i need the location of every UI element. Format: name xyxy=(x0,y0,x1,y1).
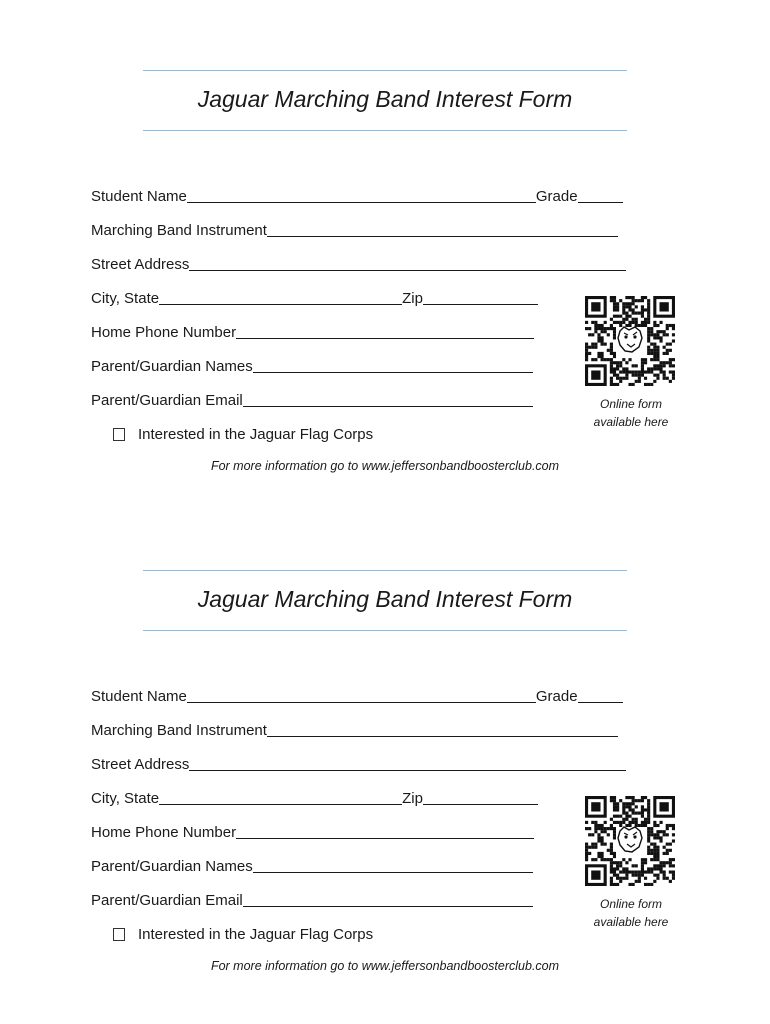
more-info-text: For more information go to www.jeffersonbandboosterclub.com xyxy=(210,959,560,973)
street-row xyxy=(91,252,626,274)
title-rule-bottom xyxy=(143,630,627,631)
city-state-field[interactable] xyxy=(159,804,402,805)
instrument-label: Marching Band Instrument xyxy=(91,222,267,239)
city-state-label: City, State xyxy=(91,290,160,307)
guardian-email-field[interactable] xyxy=(243,406,533,407)
guardian-email-row xyxy=(91,388,533,410)
zip-label: Zip xyxy=(402,290,423,307)
qr-caption-line1: Online form xyxy=(599,397,663,411)
guardian-email-label: Parent/Guardian Email xyxy=(91,392,243,409)
street-field[interactable] xyxy=(189,270,626,271)
instrument-field[interactable] xyxy=(267,236,618,237)
guardian-names-row xyxy=(91,354,533,376)
title-rule-top xyxy=(143,70,627,71)
student-name-row xyxy=(91,684,623,706)
street-row xyxy=(91,752,626,774)
student-name-field[interactable] xyxy=(187,702,536,703)
guardian-names-field[interactable] xyxy=(253,872,533,873)
instrument-row xyxy=(91,718,618,740)
grade-label: Grade xyxy=(535,188,578,205)
guardian-email-label: Parent/Guardian Email xyxy=(91,892,243,909)
zip-label: Zip xyxy=(402,790,423,807)
guardian-email-field[interactable] xyxy=(243,906,533,907)
qr-code-icon[interactable] xyxy=(585,296,675,386)
interest-form-2 xyxy=(0,500,770,1000)
title-rule-bottom xyxy=(143,130,627,131)
street-field[interactable] xyxy=(189,770,626,771)
student-name-label: Student Name xyxy=(91,188,187,205)
guardian-names-field[interactable] xyxy=(253,372,533,373)
student-name-field[interactable] xyxy=(187,202,536,203)
checkbox-icon[interactable] xyxy=(113,928,125,941)
jaguar-mascot-icon xyxy=(616,827,647,858)
more-info-text: For more information go to www.jeffersonbandboosterclub.com xyxy=(210,459,560,473)
student-name-label: Student Name xyxy=(91,688,187,705)
city-state-row xyxy=(91,286,538,308)
home-phone-row xyxy=(91,820,534,842)
title-rule-top xyxy=(143,570,627,571)
interest-form-1 xyxy=(0,0,770,500)
guardian-names-label: Parent/Guardian Names xyxy=(91,858,253,875)
home-phone-field[interactable] xyxy=(236,838,534,839)
home-phone-field[interactable] xyxy=(236,338,534,339)
home-phone-label: Home Phone Number xyxy=(91,324,237,341)
checkbox-icon[interactable] xyxy=(113,428,125,441)
form-title: Jaguar Marching Band Interest Form xyxy=(197,586,573,612)
guardian-email-row xyxy=(91,888,533,910)
zip-field[interactable] xyxy=(423,804,538,805)
qr-caption-line1: Online form xyxy=(599,897,663,911)
flag-corps-label: Interested in the Jaguar Flag Corps xyxy=(138,426,374,443)
home-phone-label: Home Phone Number xyxy=(91,824,237,841)
qr-caption-line2: available here xyxy=(593,415,669,429)
grade-field[interactable] xyxy=(578,702,623,703)
flag-corps-checkbox-row[interactable] xyxy=(113,426,373,443)
city-state-label: City, State xyxy=(91,790,160,807)
grade-field[interactable] xyxy=(578,202,623,203)
guardian-names-label: Parent/Guardian Names xyxy=(91,358,253,375)
street-label: Street Address xyxy=(91,256,190,273)
instrument-label: Marching Band Instrument xyxy=(91,722,267,739)
qr-caption xyxy=(576,895,686,931)
qr-caption-line2: available here xyxy=(593,915,669,929)
grade-label: Grade xyxy=(535,688,578,705)
instrument-row xyxy=(91,218,618,240)
zip-field[interactable] xyxy=(423,304,538,305)
home-phone-row xyxy=(91,320,534,342)
city-state-row xyxy=(91,786,538,808)
instrument-field[interactable] xyxy=(267,736,618,737)
flag-corps-label: Interested in the Jaguar Flag Corps xyxy=(138,926,374,943)
form-title: Jaguar Marching Band Interest Form xyxy=(197,86,573,112)
student-name-row xyxy=(91,184,623,206)
guardian-names-row xyxy=(91,854,533,876)
street-label: Street Address xyxy=(91,756,190,773)
qr-caption xyxy=(576,395,686,431)
jaguar-mascot-icon xyxy=(616,327,647,358)
flag-corps-checkbox-row[interactable] xyxy=(113,926,373,943)
city-state-field[interactable] xyxy=(159,304,402,305)
qr-code-icon[interactable] xyxy=(585,796,675,886)
